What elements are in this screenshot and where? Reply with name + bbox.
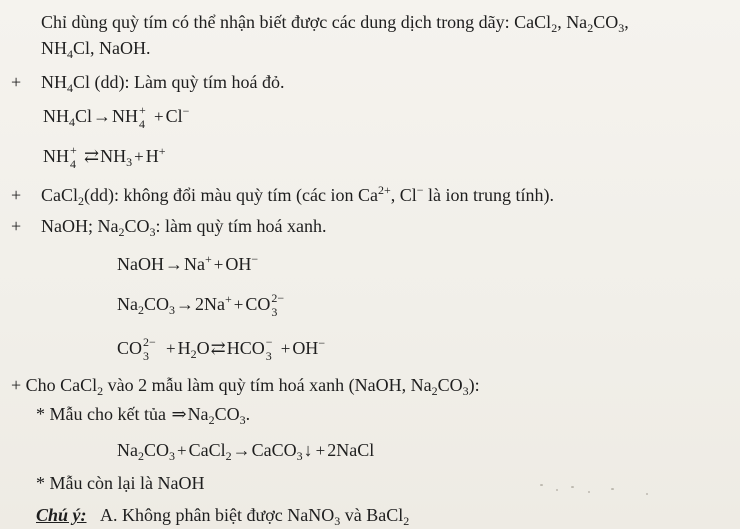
naoh-bullet-line: + NaOH; $Na_2CO_3$: làm quỳ tím hoá xanh. <box>11 216 327 239</box>
note-label: Chú ý: <box>36 505 87 525</box>
sample-remaining-line: * Mẫu còn lại là NaOH <box>36 473 205 493</box>
intro-line-2: $NH_4Cl$, NaOH. <box>41 38 151 61</box>
nh4cl-equation-2: NH + 4 $⇄NH_3 + H^+$ <box>43 143 166 171</box>
scan-speck <box>611 488 614 490</box>
precipitate-down-arrow-icon: ↓ <box>303 440 313 460</box>
nh4cl-bullet-line: + $NH_4Cl$ (dd): Làm quỳ tím hoá đỏ. <box>11 72 285 95</box>
naoh-equation-1: NaOH→Na+ + OH− <box>117 252 259 274</box>
intro-line-1: Chỉ dùng quỳ tím có thể nhận biết được các dung dịch trong dãy: CaCl$_2$, $Na_2CO_3$, <box>41 12 629 35</box>
scan-speck <box>588 491 590 493</box>
nh4cl-equation-1: $NH_4Cl\to NH$ + 4 + Cl− <box>43 103 190 131</box>
note-line: Chú ý: A. Không phân biệt được NaNO$_3$ và BaCl$_2$ <box>36 505 410 528</box>
sample-precipitate-line: * Mẫu cho kết tủa $\Rightarrow Na_2CO_3$. <box>36 404 251 427</box>
cacl2-bullet-line: + CaCl$_2$(dd): không đổi màu quỳ tím (các ion $Ca^{2+}$, Cl− là ion trung tính). <box>11 183 555 208</box>
cacl2-reaction-equation: $Na_2CO_3$ + CaCl$_2$→CaCO$_3$↓ + 2NaCl <box>117 440 375 463</box>
cho-cacl2-line: + Cho CaCl$_2$ vào 2 mẫu làm quỳ tím hoá xanh (NaOH, $Na_2CO_3$): <box>11 375 480 398</box>
naoh-equation-3: CO 2− 3 + $H_2O⇄HCO$ − 3 + OH− <box>117 335 326 363</box>
scan-speck <box>646 493 648 495</box>
scan-speck <box>571 486 574 488</box>
scan-speck <box>540 484 543 486</box>
scan-speck <box>556 489 558 491</box>
naoh-equation-2: $Na_2CO_3\to 2Na^+$ + CO 2− 3 <box>117 291 285 319</box>
